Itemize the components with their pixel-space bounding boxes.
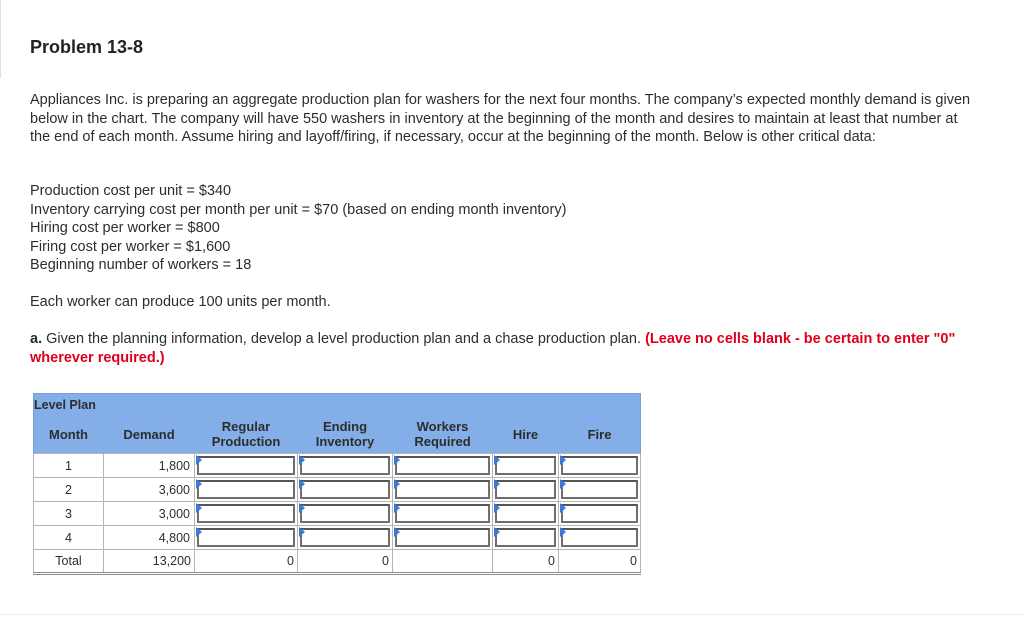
- regular-production-input[interactable]: [195, 478, 298, 502]
- demand-cell: 1,800: [104, 454, 195, 478]
- header-regular-production: Regular Production: [195, 415, 298, 454]
- demand-cell: 3,000: [104, 502, 195, 526]
- hire-input[interactable]: [493, 502, 559, 526]
- table-row: [34, 478, 641, 502]
- month-cell: 4: [34, 526, 104, 550]
- workers-required-input[interactable]: [393, 478, 493, 502]
- month-cell: 1: [34, 454, 104, 478]
- workers-required-input[interactable]: [393, 502, 493, 526]
- critical-data-list: [30, 182, 566, 275]
- regular-production-input[interactable]: [195, 526, 298, 550]
- beginning-workers-line: Beginning number of workers = 18: [30, 257, 252, 273]
- question-instruction: (Leave no cells blank - be certain to enter "0" wherever required.): [30, 331, 956, 366]
- fire-input[interactable]: [559, 526, 641, 550]
- table-header-row: [34, 415, 641, 454]
- table-row: [34, 502, 641, 526]
- table-caption: Level Plan: [34, 394, 641, 416]
- month-cell: 3: [34, 502, 104, 526]
- header-ending-inventory: Ending Inventory: [298, 415, 393, 454]
- firing-cost-line: Firing cost per worker = $1,600: [30, 238, 231, 255]
- workers-required-input[interactable]: [393, 454, 493, 478]
- total-label: Total: [34, 550, 104, 574]
- header-demand: Demand: [104, 415, 195, 454]
- regular-production-input[interactable]: [195, 502, 298, 526]
- hire-input[interactable]: [493, 478, 559, 502]
- bottom-divider: [0, 614, 1024, 615]
- table-row: [34, 526, 641, 550]
- problem-intro: Appliances Inc. is preparing an aggregate production plan for washers for the next four months. The company’s expected monthly demand is given below in the chart. The company will have 550 washers in inventory at the beginning of the month and desires to maintain at least that number at the end of each month. Assume hiring and layoff/firing, if necessary, occur at the beginning of the month. Below is other critical data:: [30, 92, 971, 145]
- fire-input[interactable]: [559, 502, 641, 526]
- demand-cell: 3,600: [104, 478, 195, 502]
- workers-required-input[interactable]: [393, 526, 493, 550]
- hiring-cost-line: Hiring cost per worker = $800: [30, 220, 220, 236]
- hire-input[interactable]: [493, 526, 559, 550]
- hire-input[interactable]: [493, 454, 559, 478]
- ending-inventory-input[interactable]: [298, 478, 393, 502]
- month-cell: 2: [34, 478, 104, 502]
- ending-inventory-input[interactable]: [298, 502, 393, 526]
- ending-inventory-input[interactable]: [298, 454, 393, 478]
- problem-title: Problem 13-8: [30, 37, 144, 57]
- demand-cell: 4,800: [104, 526, 195, 550]
- level-plan-table: [33, 393, 641, 575]
- total-fire: 0: [559, 550, 641, 574]
- ending-inventory-input[interactable]: [298, 526, 393, 550]
- worker-capacity-text: Each worker can produce 100 units per month.: [30, 294, 331, 310]
- total-demand: 13,200: [104, 550, 195, 574]
- total-workers-required: [393, 550, 493, 574]
- total-regular-production: 0: [195, 550, 298, 574]
- question-a: [30, 330, 990, 367]
- question-text: Given the planning information, develop a level production plan and a chase production plan.: [46, 331, 642, 347]
- carrying-cost-line: Inventory carrying cost per month per unit = $70 (based on ending month inventory): [30, 201, 567, 218]
- header-hire: Hire: [493, 415, 559, 454]
- left-border: [0, 0, 1, 78]
- fire-input[interactable]: [559, 454, 641, 478]
- table-row: [34, 454, 641, 478]
- header-workers-required: Workers Required: [393, 415, 493, 454]
- total-row: [34, 550, 641, 574]
- header-fire: Fire: [559, 415, 641, 454]
- regular-production-input[interactable]: [195, 454, 298, 478]
- table-caption-row: [34, 394, 641, 416]
- question-label: a.: [30, 331, 43, 347]
- fire-input[interactable]: [559, 478, 641, 502]
- total-hire: 0: [493, 550, 559, 574]
- total-ending-inventory: 0: [298, 550, 393, 574]
- header-month: Month: [34, 415, 104, 454]
- production-cost-line: Production cost per unit = $340: [30, 183, 232, 199]
